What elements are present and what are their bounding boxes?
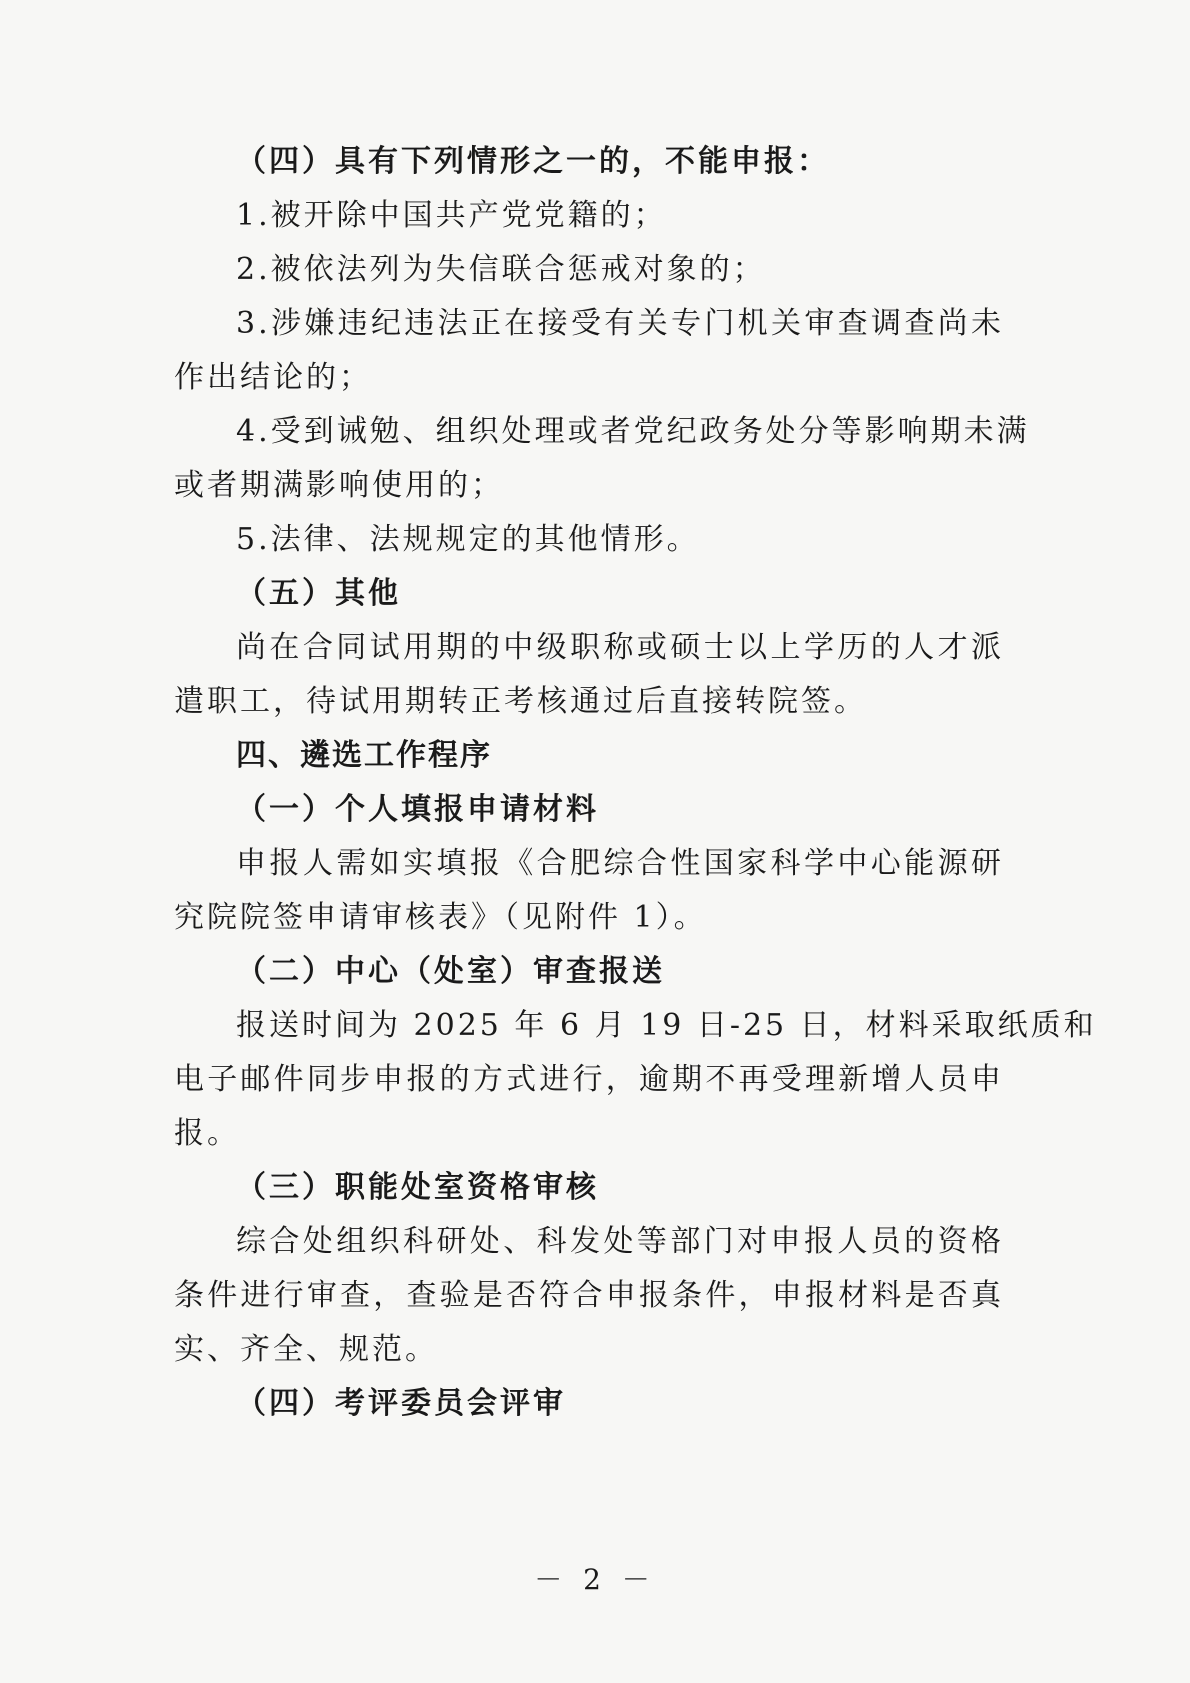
- step4-heading: （四）考评委员会评审: [236, 1386, 566, 1421]
- step3-line1: 综合处组织科研处、科发处等部门对申报人员的资格: [236, 1224, 1004, 1259]
- step2-line2: 电子邮件同步申报的方式进行，逾期不再受理新增人员申: [174, 1062, 1004, 1097]
- step2-line3: 报。: [174, 1116, 240, 1151]
- procedure-heading: 四、遴选工作程序: [236, 738, 492, 773]
- condition-item-4-line1: 4.受到诫勉、组织处理或者党纪政务处分等影响期未满: [236, 414, 1030, 449]
- condition-item-3-line1: 3.涉嫌违纪违法正在接受有关专门机关审查调查尚未: [236, 306, 1004, 341]
- page-number: － 2 －: [534, 1563, 656, 1596]
- section-four-conditions-heading: （四）具有下列情形之一的，不能申报：: [236, 144, 830, 179]
- step2-heading: （二）中心（处室）审查报送: [236, 954, 665, 989]
- section-five-line2: 遣职工，待试用期转正考核通过后直接转院签。: [174, 684, 867, 719]
- step2-line1: 报送时间为 2025 年 6 月 19 日-25 日，材料采取纸质和: [236, 1008, 1097, 1043]
- condition-item-4-line2: 或者期满影响使用的；: [174, 468, 504, 503]
- condition-item-5: 5.法律、法规规定的其他情形。: [236, 522, 700, 557]
- step3-line2: 条件进行审查，查验是否符合申报条件，申报材料是否真: [174, 1278, 1004, 1313]
- condition-item-3-line2: 作出结论的；: [174, 360, 372, 395]
- step1-line2: 究院院签申请审核表》（见附件 1）。: [174, 900, 707, 935]
- condition-item-2: 2.被依法列为失信联合惩戒对象的；: [236, 252, 766, 287]
- step1-line1: 申报人需如实填报《合肥综合性国家科学中心能源研: [236, 846, 1004, 881]
- section-five-line1: 尚在合同试用期的中级职称或硕士以上学历的人才派: [236, 630, 1004, 665]
- section-five-heading: （五）其他: [236, 576, 401, 611]
- step3-heading: （三）职能处室资格审核: [236, 1170, 599, 1205]
- condition-item-1: 1.被开除中国共产党党籍的；: [236, 198, 667, 233]
- step3-line3: 实、齐全、规范。: [174, 1332, 438, 1367]
- step1-heading: （一）个人填报申请材料: [236, 792, 599, 827]
